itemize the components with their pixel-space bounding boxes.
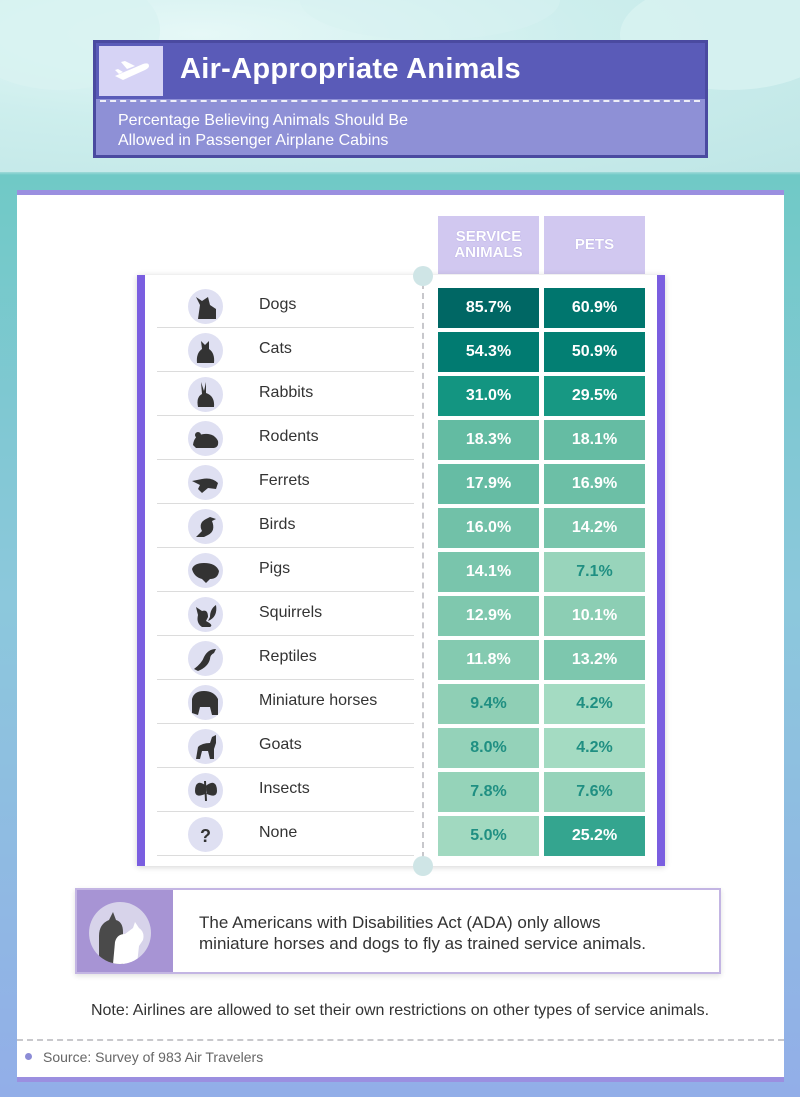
table-row	[157, 328, 414, 372]
service-animals-cell: 31.0%	[438, 376, 539, 416]
row-label: Pigs	[259, 560, 291, 577]
table-row	[157, 636, 414, 680]
ada-note-text	[199, 912, 709, 954]
insect-icon	[188, 773, 223, 808]
table-row	[157, 504, 414, 548]
service-animals-cell: 17.9%	[438, 464, 539, 504]
service-animals-cell: 11.8%	[438, 640, 539, 680]
table-row	[157, 592, 414, 636]
service-animals-cell: 8.0%	[438, 728, 539, 768]
service-animals-cell: 54.3%	[438, 332, 539, 372]
pets-cell: 18.1%	[544, 420, 645, 460]
row-label: Miniature horses	[259, 692, 378, 709]
ada-note-line-1: The Americans with Disabilities Act (ADA) only allows	[199, 913, 601, 932]
title-strip	[96, 43, 705, 99]
service-animals-cell: 85.7%	[438, 288, 539, 328]
squirrel-icon	[188, 597, 223, 632]
service-animals-cell: 5.0%	[438, 816, 539, 856]
row-label: Cats	[259, 340, 292, 357]
ada-icon-panel	[77, 890, 173, 972]
pig-icon	[188, 553, 223, 588]
column-header-pets	[544, 216, 645, 274]
goat-icon	[188, 729, 223, 764]
column-header-line: PETS	[574, 236, 615, 253]
table-row	[157, 284, 414, 328]
airplane-icon	[99, 46, 163, 96]
divider-knob	[413, 856, 433, 876]
column-header-line: SERVICE	[455, 228, 522, 245]
footnote: Note: Airlines are allowed to set their own restrictions on other types of service animals.	[90, 1002, 710, 1019]
pets-cell: 10.1%	[544, 596, 645, 636]
service-animals-cell: 7.8%	[438, 772, 539, 812]
service-animals-cell: 12.9%	[438, 596, 539, 636]
question-icon	[188, 817, 223, 852]
pets-cell: 4.2%	[544, 684, 645, 724]
column-header-line: ANIMALS	[454, 244, 523, 261]
horse-icon	[188, 685, 223, 720]
title-divider	[100, 100, 700, 102]
pets-cell: 29.5%	[544, 376, 645, 416]
rodent-icon	[188, 421, 223, 456]
pets-cell: 25.2%	[544, 816, 645, 856]
pets-cell: 13.2%	[544, 640, 645, 680]
table-row	[157, 768, 414, 812]
row-label: Rabbits	[259, 384, 314, 401]
row-label: Birds	[259, 516, 296, 533]
title-box	[93, 40, 708, 158]
row-label: Squirrels	[259, 604, 323, 621]
table-row	[157, 812, 414, 856]
pets-cell: 7.1%	[544, 552, 645, 592]
cat-icon	[188, 333, 223, 368]
pets-cell: 16.9%	[544, 464, 645, 504]
row-separator	[157, 855, 414, 856]
pets-cell: 7.6%	[544, 772, 645, 812]
page-title: Air-Appropriate Animals	[180, 53, 521, 85]
bullet-icon	[25, 1053, 32, 1060]
service-animals-cell: 9.4%	[438, 684, 539, 724]
source-divider	[17, 1039, 784, 1041]
row-label: Goats	[259, 736, 302, 753]
table-row	[157, 724, 414, 768]
service-animals-cell: 14.1%	[438, 552, 539, 592]
table-row	[157, 548, 414, 592]
row-label: Insects	[259, 780, 310, 797]
svg-text:?: ?	[200, 826, 211, 846]
subtitle-line-2: Allowed in Passenger Airplane Cabins	[118, 132, 389, 149]
pets-cell: 14.2%	[544, 508, 645, 548]
row-label: Dogs	[259, 296, 297, 313]
source-text: Source: Survey of 983 Air Travelers	[43, 1049, 264, 1065]
cloud-decoration	[300, 0, 560, 40]
column-header-service-animals	[438, 216, 539, 274]
table-divider	[422, 283, 424, 858]
subtitle-line-1: Percentage Believing Animals Should Be	[118, 112, 408, 129]
horse-dog-icon	[89, 902, 151, 964]
divider-knob	[413, 266, 433, 286]
table-row	[157, 460, 414, 504]
service-animals-cell: 18.3%	[438, 420, 539, 460]
pets-cell: 60.9%	[544, 288, 645, 328]
ada-note-line-2: miniature horses and dogs to fly as trained service animals.	[199, 934, 646, 953]
rabbit-icon	[188, 377, 223, 412]
row-label: Rodents	[259, 428, 319, 445]
ada-note	[75, 888, 721, 974]
row-label: Reptiles	[259, 648, 317, 665]
service-animals-cell: 16.0%	[438, 508, 539, 548]
pets-cell: 4.2%	[544, 728, 645, 768]
ferret-icon	[188, 465, 223, 500]
table-row	[157, 416, 414, 460]
row-label: None	[259, 824, 298, 841]
reptile-icon	[188, 641, 223, 676]
bird-icon	[188, 509, 223, 544]
table-row	[157, 372, 414, 416]
pets-cell: 50.9%	[544, 332, 645, 372]
page-subtitle	[118, 111, 678, 151]
dog-icon	[188, 289, 223, 324]
table-row	[157, 680, 414, 724]
row-label: Ferrets	[259, 472, 310, 489]
